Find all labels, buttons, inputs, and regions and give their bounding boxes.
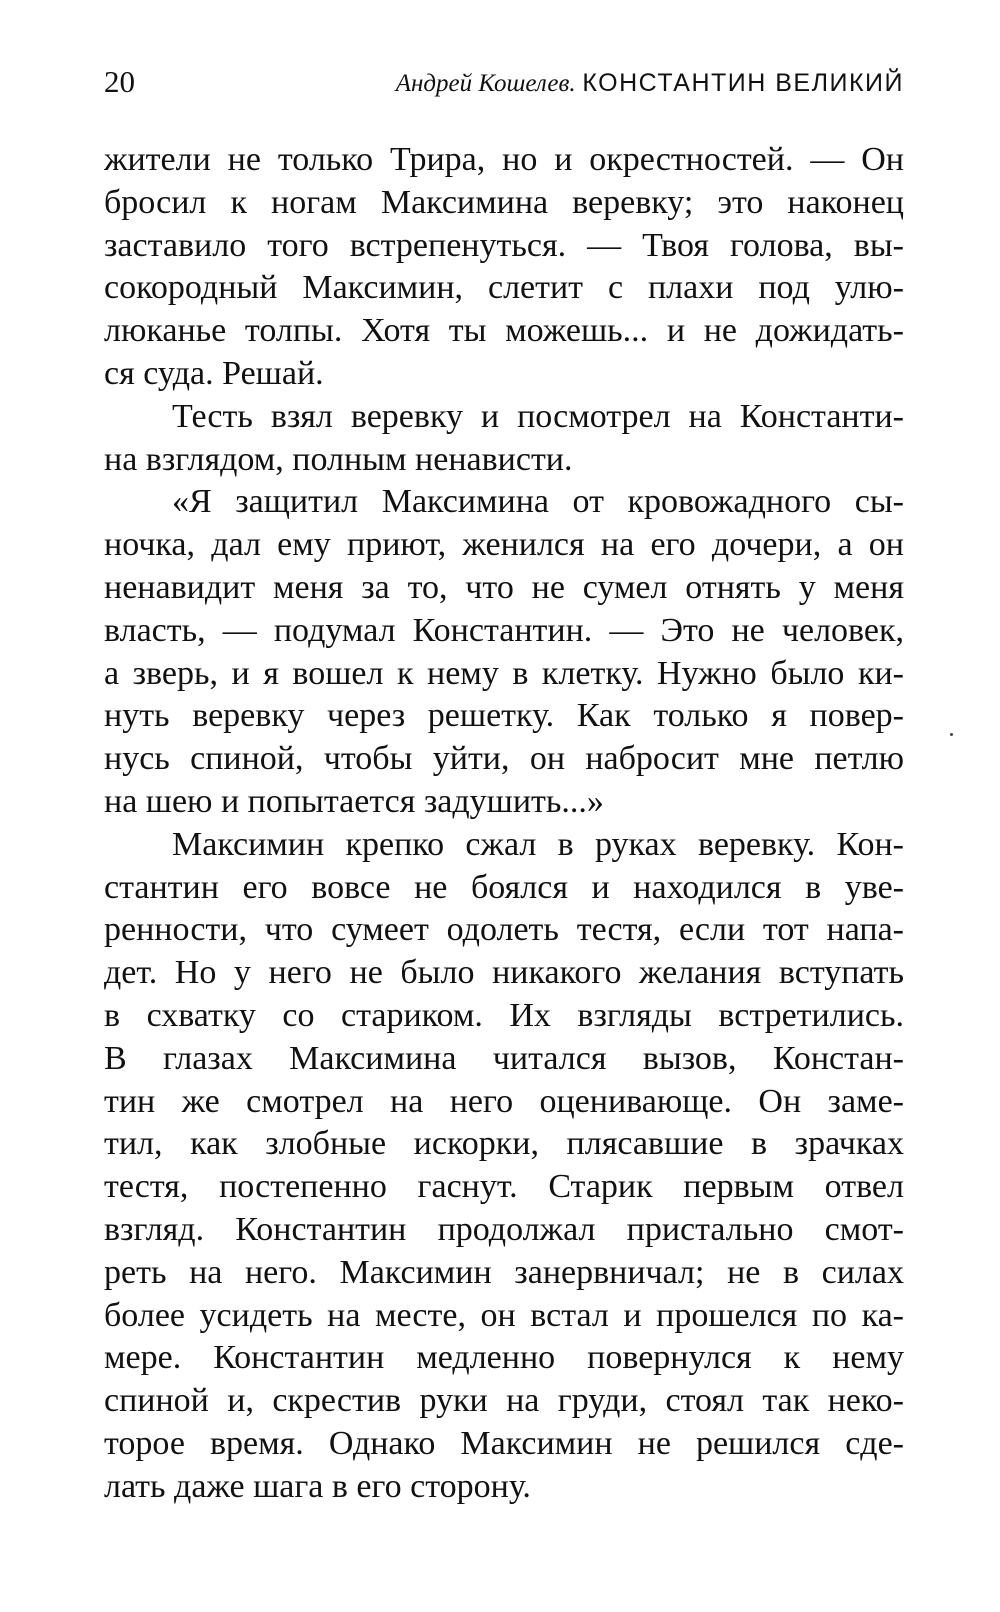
text-line: жители не только Трира, но и окрестностей. — Он	[104, 141, 904, 178]
text-line: а зверь, и я вошел к нему в клетку. Нужно было ки-	[104, 654, 904, 692]
text-line: более усидеть на месте, он встал и прошелся по ка-	[104, 1296, 904, 1334]
text-line: тестя, постепенно гаснут. Старик первым отвел	[104, 1168, 904, 1206]
text-line: люканье толпы. Хотя ты можешь... и не дожидать-	[104, 312, 904, 350]
page-number: 20	[104, 64, 135, 99]
text-line: тил, как злобные искорки, плясавшие в зрачках	[104, 1125, 904, 1163]
text-line: стантин его вовсе не боялся и находился в уве-	[104, 868, 904, 906]
text-line: ренности, что сумеет одолеть тестя, если тот напа-	[104, 911, 904, 949]
text-line: на взглядом, полным ненависти.	[104, 440, 573, 478]
header-title	[396, 62, 904, 104]
text-line: Тесть взял веревку и посмотрел на Константи-	[172, 397, 904, 435]
text-line: мере. Константин медленно повернулся к нему	[104, 1339, 904, 1377]
text-line: «Я защитил Максимина от кровожадного сы-	[172, 483, 904, 521]
text-line: торое время. Однако Максимин не решился сде-	[104, 1424, 904, 1462]
text-line: заставило того встрепенуться. — Твоя голова, вы-	[104, 226, 904, 264]
text-line: спиной и, скрестив руки на груди, стоял так неко-	[104, 1382, 904, 1420]
text-line: в схватку со стариком. Их взгляды встретились.	[104, 996, 904, 1034]
text-line: ся суда. Решай.	[104, 354, 324, 392]
body-text	[104, 139, 904, 1509]
text-line: ночка, дал ему приют, женился на его дочери, а он	[104, 526, 904, 564]
text-line: Максимин крепко сжал в руках веревку. Кон-	[172, 825, 904, 863]
text-line: дет. Но у него не было никакого желания вступать	[104, 954, 904, 992]
text-line: нуть веревку через решетку. Как только я повер-	[104, 697, 904, 735]
text-line: ненавидит меня за то, что не сумел отнять у меня	[104, 568, 904, 606]
print-speck	[950, 733, 953, 736]
text-line: бросил к ногам Максимина веревку; это наконец	[104, 183, 904, 221]
text-line: нусь спиной, чтобы уйти, он набросит мне петлю	[104, 740, 904, 778]
text-line: тин же смотрел на него оценивающе. Он заме-	[104, 1082, 904, 1120]
text-line: реть на него. Максимин занервничал; не в силах	[104, 1253, 904, 1291]
header-author: Андрей Кошелев.	[395, 70, 576, 97]
text-line: сокородный Максимин, слетит с плахи под улю-	[104, 269, 904, 307]
running-header	[104, 62, 904, 102]
text-line: лать даже шага в его сторону.	[104, 1467, 531, 1505]
text-line: В глазах Максимина читался вызов, Констан-	[104, 1039, 904, 1077]
text-line: власть, — подумал Константин. — Это не человек,	[104, 611, 904, 649]
text-line: взгляд. Константин продолжал пристально смот-	[104, 1210, 904, 1248]
header-book-title: КОНСТАНТИН ВЕЛИКИЙ	[582, 69, 904, 97]
text-line: на шею и попытается задушить...»	[104, 782, 604, 820]
